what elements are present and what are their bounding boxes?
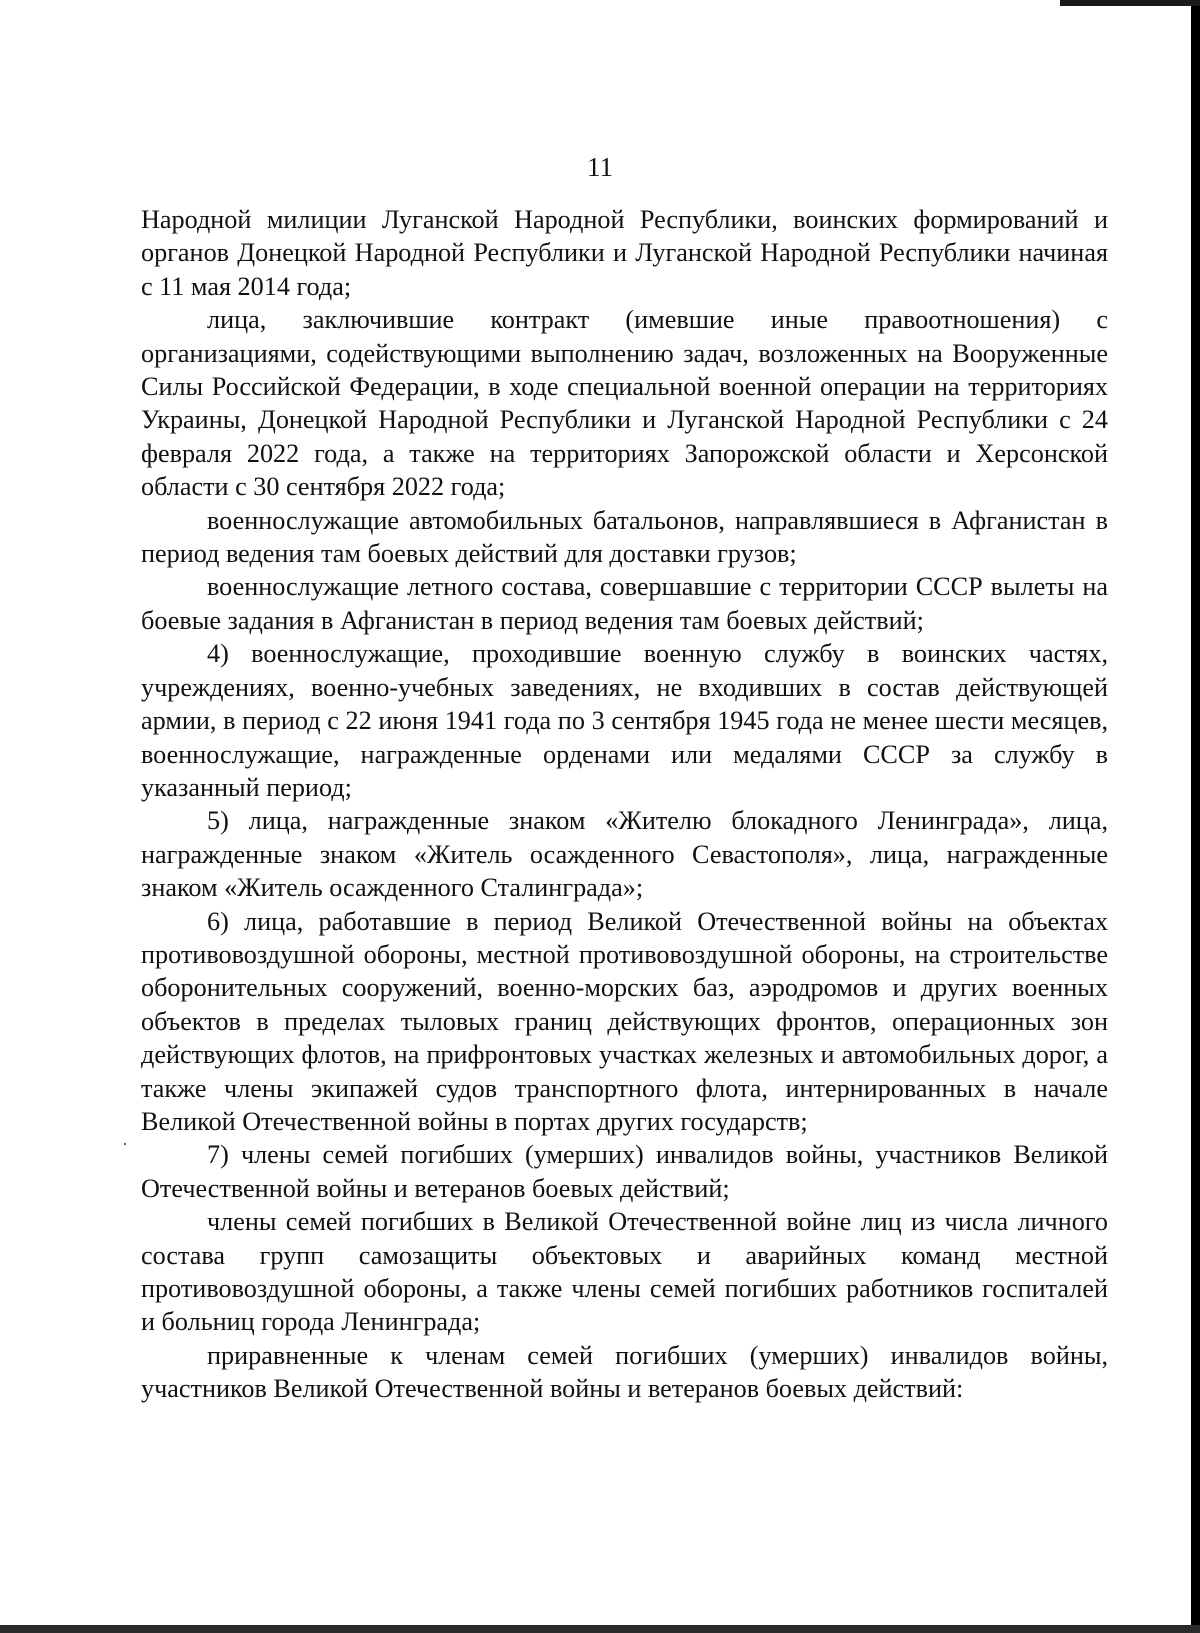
paragraph-continuation: Народной милиции Луганской Народной Республики, воинских формирований и органов Донецкой Народной Республики и Луганской Народной Республики начиная с 11 мая 2014 года; [141,205,1108,301]
paragraph-item-6: 6) лица, работавшие в период Великой Отечественной войны на объектах противовоздушной обороны, местной противовоздушной обороны, на строительстве оборонительных сооружений, военно-морских баз, аэродромов и других военных объектов в пределах тыловых границ действующих фронтов, операционных зон действующих флотов, на прифронтовых участках железных и автомобильных дорог, а также члены экипажей судов транспортного флота, интернированных в начале Великой Отечественной войны в портах других государств; [141,906,1108,1136]
scan-right-edge [1191,0,1200,1633]
paragraph-auto-battalions: военнослужащие автомобильных батальонов, направлявшиеся в Афганистан в период ведения там боевых действий для доставки грузов; [141,505,1108,569]
page-number: 11 [587,152,613,182]
scan-top-edge [1060,0,1200,6]
paragraph-item-5: 5) лица, награжденные знаком «Жителю блокадного Ленинграда», лица, награжденные знаком «Житель осажденного Севастополя», лица, награжденные знаком «Житель осажденного Сталинграда»; [141,806,1108,903]
paragraph-equated-families: приравненные к членам семей погибших (умерших) инвалидов войны, участников Великой Отечественной войны и ветеранов боевых действий: [141,1340,1108,1404]
scan-bottom-edge [0,1625,1200,1633]
paragraph-contractors: лица, заключившие контракт (имевшие иные правоотношения) с организациями, содействующими выполнению задач, возложенных на Вооруженные Силы Российской Федерации, в ходе специальной военной операции на территориях Украины, Донецкой Народной Республики и Луганской Народной Республики с 24 февраля 2022 года, а также на территориях Запорожской области и Херсонской области с 30 сентября 2022 года; [141,305,1108,502]
paragraph-item-4: 4) военнослужащие, проходившие военную службу в воинских частях, учреждениях, военно-учебных заведениях, не входивших в состав действующей армии, в период с 22 июня 1941 года по 3 сентября 1945 года не менее шести месяцев, военнослужащие, награжденные орденами или медалями СССР за службу в указанный период; [141,639,1108,802]
paragraph-leningrad-families: члены семей погибших в Великой Отечественной войне лиц из числа личного состава групп самозащиты объектовых и аварийных команд местной противовоздушной обороны, а также члены семей погибших работников госпиталей и больниц города Ленинграда; [141,1207,1108,1337]
scan-speck [124,1143,126,1145]
document-body [141,203,1108,1406]
paragraph-flight-crew: военнослужащие летного состава, совершавшие с территории СССР вылеты на боевые задания в Афганистан в период ведения там боевых действий; [141,572,1108,635]
paragraph-item-7: 7) члены семей погибших (умерших) инвалидов войны, участников Великой Отечественной войны и ветеранов боевых действий; [141,1140,1108,1203]
